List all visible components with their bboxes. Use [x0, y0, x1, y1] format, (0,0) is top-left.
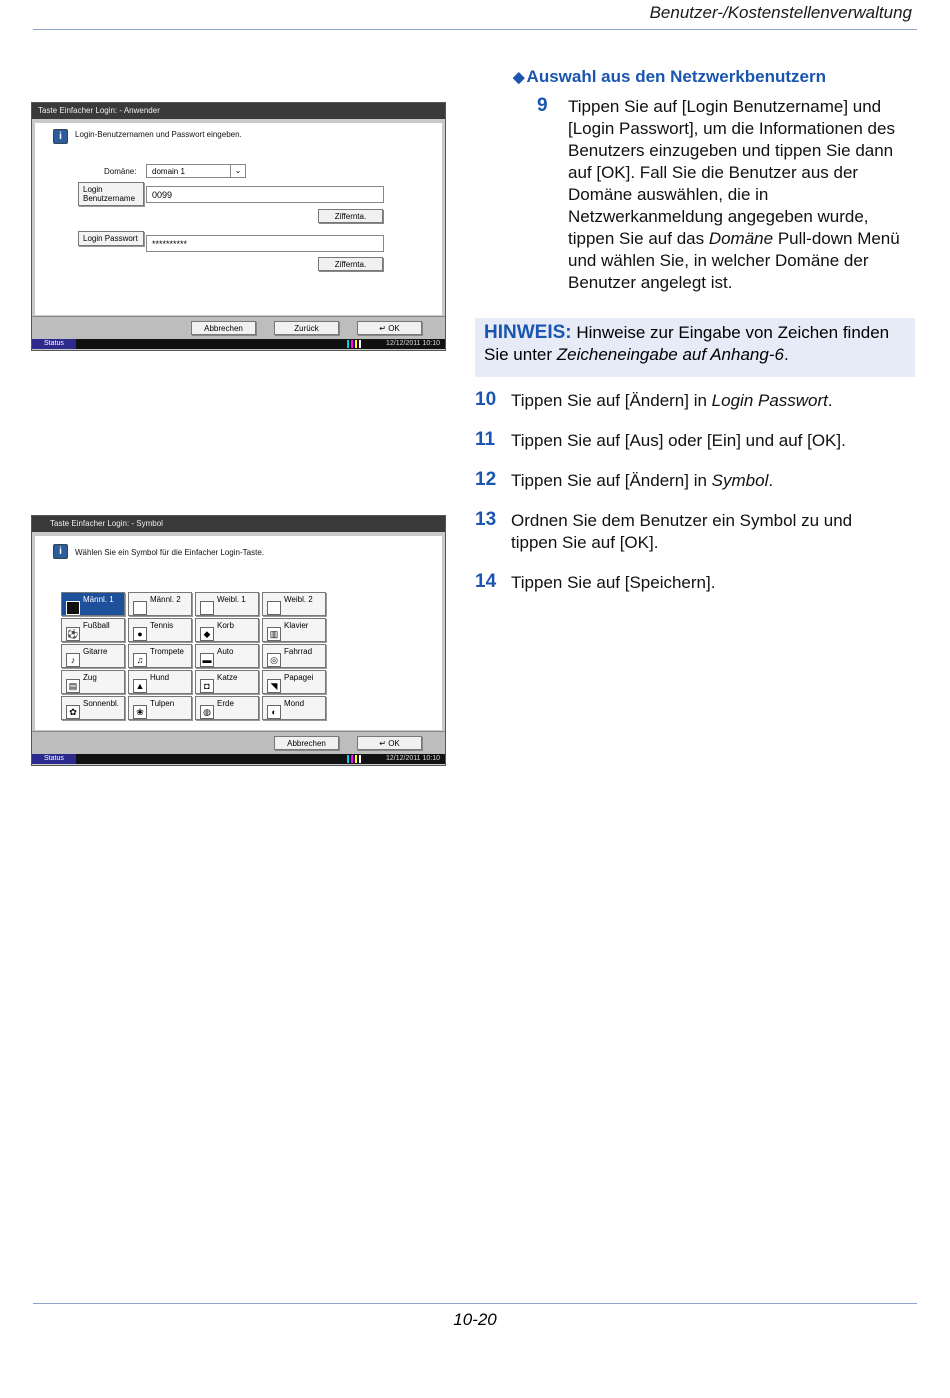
parrot-icon: ◥ — [267, 679, 281, 693]
screen-button-bar — [32, 316, 445, 339]
symbol-button[interactable] — [61, 592, 125, 616]
note-tail: . — [783, 345, 789, 364]
chevron-down-icon[interactable]: ⌄ — [230, 165, 245, 177]
earth-icon: ◍ — [200, 705, 214, 719]
symbol-button[interactable] — [195, 644, 259, 668]
symbol-label: Weibl. 1 — [217, 595, 246, 604]
symbol-button[interactable] — [61, 644, 125, 668]
cancel-button[interactable]: Abbrechen — [274, 736, 339, 750]
symbol-label: Auto — [217, 647, 234, 656]
car-icon: ▬ — [200, 653, 214, 667]
step-number: 10 — [475, 389, 497, 410]
step-text: Tippen Sie auf [Aus] oder [Ein] und auf [OK]. — [511, 431, 846, 450]
step-text — [568, 96, 918, 294]
symbol-button[interactable] — [195, 696, 259, 720]
symbol-label: Männl. 2 — [150, 595, 181, 604]
step-text-emphasis: Symbol — [711, 471, 769, 490]
numkeys-button-user[interactable]: Ziffernta. — [318, 209, 383, 223]
info-message: Login-Benutzernamen und Passwort eingeben. — [75, 130, 242, 139]
step-text-emphasis: Login Passwort — [711, 391, 828, 410]
symbol-button[interactable] — [195, 670, 259, 694]
screen-titlebar: Taste Einfacher Login: - Anwender — [32, 103, 445, 119]
symbol-label: Mond — [284, 699, 305, 708]
symbol-label: Katze — [217, 673, 238, 682]
step-text-part: Tippen Sie auf [Login Benutzername] und [Login Passwort], um die Informationen des Benutzers einzugeben und tippen Sie dann auf [OK]. Fall Sie die Benutzer aus der Domäne auswählen, die in Netzwerkanmeldung angegeben wurde, tippen Sie auf das — [568, 97, 895, 248]
header-rule — [33, 29, 917, 30]
running-header: Benutzer-/Kostenstellenverwaltung — [649, 3, 912, 22]
numkeys-button-pass[interactable]: Ziffernta. — [318, 257, 383, 271]
sunflower-icon: ✿ — [66, 705, 80, 719]
note-text — [484, 322, 909, 366]
trumpet-icon: ♫ — [133, 653, 147, 667]
symbol-button[interactable] — [61, 670, 125, 694]
step-text — [511, 470, 911, 492]
note-heading: HINWEIS: — [484, 322, 572, 343]
person-icon — [200, 601, 214, 615]
symbol-button[interactable] — [128, 696, 192, 720]
symbol-label: Zug — [83, 673, 97, 682]
person-icon — [133, 601, 147, 615]
symbol-label: Trompete — [150, 647, 184, 656]
symbol-label: Tulpen — [150, 699, 175, 708]
step-text-part: Tippen Sie auf [Ändern] in — [511, 391, 712, 410]
note-reference: Zeicheneingabe auf Anhang-6 — [556, 345, 784, 364]
tennis-icon: ● — [133, 627, 147, 641]
symbol-screen — [31, 515, 446, 766]
person-icon — [66, 601, 80, 615]
symbol-button[interactable] — [262, 618, 326, 642]
login-screen — [31, 102, 446, 351]
step-text: Ordnen Sie dem Benutzer ein Symbol zu und tippen Sie auf [OK]. — [511, 511, 853, 552]
symbol-button[interactable] — [61, 618, 125, 642]
back-button[interactable]: Zurück — [274, 321, 339, 335]
symbol-button[interactable] — [61, 696, 125, 720]
bicycle-icon: ◎ — [267, 653, 281, 667]
toner-level-icon — [347, 755, 361, 763]
info-message: Wählen Sie ein Symbol für die Einfacher Login-Taste. — [75, 548, 264, 557]
step-text — [511, 390, 911, 412]
step-number: 11 — [475, 429, 496, 450]
symbol-label: Fußball — [83, 621, 110, 630]
footer-rule — [33, 1303, 917, 1304]
step-text-part: Tippen Sie auf [Ändern] in — [511, 471, 712, 490]
toner-level-icon — [347, 340, 361, 348]
status-button[interactable]: Status — [32, 754, 76, 764]
step-text-emphasis: Domäne — [708, 229, 774, 248]
basket-icon: ◆ — [200, 627, 214, 641]
status-button[interactable]: Status — [32, 339, 76, 349]
symbol-button[interactable] — [128, 618, 192, 642]
step-number: 9 — [537, 95, 548, 116]
info-icon: i — [53, 544, 68, 559]
symbol-label: Hund — [150, 673, 170, 682]
cat-icon: ◘ — [200, 679, 214, 693]
info-icon: i — [53, 129, 68, 144]
symbol-button[interactable] — [262, 592, 326, 616]
symbol-label: Korb — [217, 621, 234, 630]
status-bar — [32, 339, 445, 349]
symbol-label: Papagei — [284, 673, 314, 682]
piano-icon: ▥ — [267, 627, 281, 641]
dog-icon: ▲ — [133, 679, 147, 693]
enter-icon: ↵ — [379, 739, 389, 748]
symbol-label: Klavier — [284, 621, 309, 630]
train-icon: ▤ — [66, 679, 80, 693]
ok-button[interactable] — [357, 321, 422, 335]
symbol-button[interactable] — [128, 592, 192, 616]
symbol-button[interactable] — [128, 644, 192, 668]
cancel-button[interactable]: Abbrechen — [191, 321, 256, 335]
login-username-button[interactable]: Login Benutzername — [78, 182, 144, 206]
step-text: Tippen Sie auf [Speichern]. — [511, 573, 716, 592]
step-number: 13 — [475, 509, 497, 530]
note-body: Hinweise zur Eingabe von Zeichen finden Sie unter — [484, 323, 890, 364]
symbol-button[interactable] — [262, 696, 326, 720]
page-number: 10-20 — [453, 1310, 497, 1329]
domain-select[interactable] — [146, 164, 246, 178]
domain-value: domain 1 — [152, 167, 185, 176]
password-field[interactable]: ********** — [146, 235, 384, 252]
enter-icon: ↵ — [379, 324, 389, 333]
domain-label: Domäne: — [104, 167, 137, 176]
status-bar — [32, 754, 445, 764]
screen-button-bar — [32, 731, 445, 754]
status-datetime: 12/12/2011 10:10 — [386, 340, 440, 347]
section-heading-text: Auswahl aus den Netzwerkbenutzern — [526, 67, 826, 86]
username-field[interactable]: 0099 — [146, 186, 384, 203]
tulip-icon: ❀ — [133, 705, 147, 719]
status-datetime: 12/12/2011 10:10 — [386, 755, 440, 762]
symbol-label: Weibl. 2 — [284, 595, 313, 604]
step-number: 14 — [475, 571, 497, 592]
diamond-bullet-icon: ◆ — [513, 69, 525, 86]
note-box — [475, 318, 915, 377]
guitar-icon: ♪ — [66, 653, 80, 667]
step-number: 12 — [475, 469, 497, 490]
symbol-button[interactable] — [262, 644, 326, 668]
screen-titlebar: Taste Einfacher Login: - Symbol — [32, 516, 445, 532]
symbol-button[interactable] — [128, 670, 192, 694]
step-text-part: . — [827, 391, 833, 410]
screen-body — [35, 123, 442, 315]
login-password-button[interactable]: Login Passwort — [78, 231, 144, 246]
ok-button[interactable] — [357, 736, 422, 750]
screen-body — [35, 536, 442, 730]
symbol-button[interactable] — [195, 592, 259, 616]
person-icon — [267, 601, 281, 615]
step-text-part: Pull-down Menü und wählen Sie, in welcher Domäne der Benutzer angelegt ist. — [568, 229, 900, 292]
ok-label: OK — [388, 324, 400, 333]
step-text-part: . — [768, 471, 774, 490]
section-heading — [513, 67, 826, 87]
symbol-label: Gitarre — [83, 647, 108, 656]
symbol-button[interactable] — [195, 618, 259, 642]
symbol-label: Männl. 1 — [83, 595, 114, 604]
symbol-label: Sonnenbl. — [83, 699, 120, 708]
symbol-button[interactable] — [262, 670, 326, 694]
soccer-icon: ⚽ — [67, 629, 79, 639]
symbol-label: Fahrrad — [284, 647, 313, 656]
ok-label: OK — [388, 739, 400, 748]
symbol-label: Tennis — [150, 621, 174, 630]
moon-icon: ◐ — [267, 705, 281, 719]
symbol-label: Erde — [217, 699, 234, 708]
